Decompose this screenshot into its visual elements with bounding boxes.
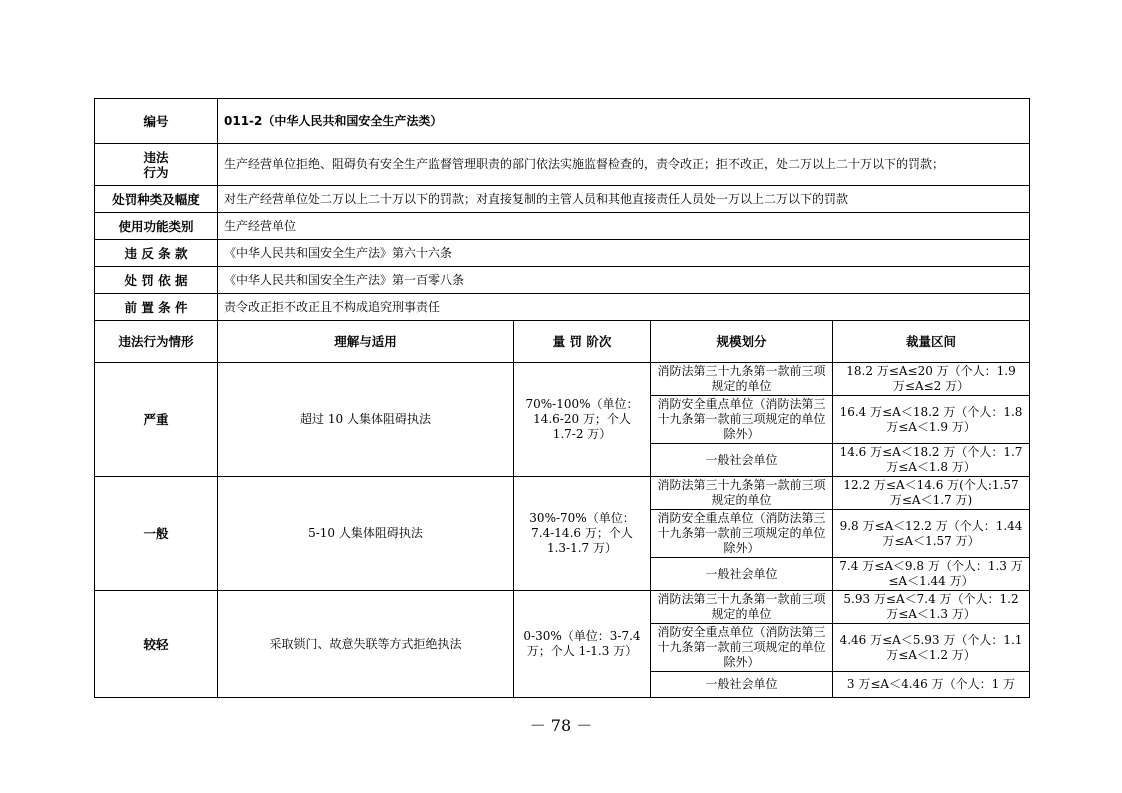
header-situation: 违法行为情形 xyxy=(95,321,218,363)
penalty-row xyxy=(95,186,1030,213)
header-understanding: 理解与适用 xyxy=(218,321,514,363)
violation-label-line1: 违法 xyxy=(143,149,169,165)
level-ratio: 0-30%（单位：3-7.4 万；个人 1-1.3 万） xyxy=(514,591,651,698)
level-understanding: 采取锁门、故意失联等方式拒绝执法 xyxy=(218,591,514,698)
penalty-label: 处罚种类及幅度 xyxy=(95,186,218,213)
header-ratio: 量 罚 阶次 xyxy=(514,321,651,363)
basis-label: 处 罚 依 据 xyxy=(95,267,218,294)
scope-row xyxy=(95,213,1030,240)
range-cell: 12.2 万≤A＜14.6 万(个人:1.57 万≤A＜1.7 万) xyxy=(833,477,1030,510)
code-label: 编号 xyxy=(95,99,218,144)
scale-cell: 一般社会单位 xyxy=(651,444,833,477)
scale-cell: 消防法第三十九条第一款前三项规定的单位 xyxy=(651,591,833,624)
range-cell: 7.4 万≤A＜9.8 万（个人：1.3 万≤A＜1.44 万） xyxy=(833,558,1030,591)
range-cell: 5.93 万≤A＜7.4 万（个人：1.2 万≤A＜1.3 万） xyxy=(833,591,1030,624)
scope-label: 使用功能类别 xyxy=(95,213,218,240)
level-ratio: 70%-100%（单位：14.6-20 万；个人 1.7-2 万） xyxy=(514,363,651,477)
scale-cell: 消防安全重点单位（消防法第三十九条第一款前三项规定的单位除外） xyxy=(651,624,833,672)
clause-row xyxy=(95,240,1030,267)
level-understanding: 超过 10 人集体阻碍执法 xyxy=(218,363,514,477)
scale-cell: 消防安全重点单位（消防法第三十九条第一款前三项规定的单位除外） xyxy=(651,396,833,444)
level-understanding: 5-10 人集体阻碍执法 xyxy=(218,477,514,591)
level-row xyxy=(95,591,1030,624)
scope-text: 生产经营单位 xyxy=(218,213,1030,240)
range-cell: 14.6 万≤A＜18.2 万（个人：1.7 万≤A＜1.8 万） xyxy=(833,444,1030,477)
level-row xyxy=(95,477,1030,510)
code-value: 011-2（中华人民共和国安全生产法类） xyxy=(218,99,1030,144)
violation-label xyxy=(95,144,218,186)
scale-cell: 消防法第三十九条第一款前三项规定的单位 xyxy=(651,363,833,396)
violation-text: 生产经营单位拒绝、阻碍负有安全生产监督管理职责的部门依法实施监督检查的，责令改正；拒不改正，处二万以上二十万以下的罚款； xyxy=(218,144,1030,186)
range-cell: 3 万≤A＜4.46 万（个人：1 万 xyxy=(833,672,1030,698)
level-row xyxy=(95,363,1030,396)
range-cell: 18.2 万≤A≤20 万（个人：1.9 万≤A≤2 万） xyxy=(833,363,1030,396)
scale-cell: 消防安全重点单位（消防法第三十九条第一款前三项规定的单位除外） xyxy=(651,510,833,558)
clause-text: 《中华人民共和国安全生产法》第六十六条 xyxy=(218,240,1030,267)
violation-label-line2: 行为 xyxy=(143,164,169,180)
violation-row xyxy=(95,144,1030,186)
level-name: 严重 xyxy=(95,363,218,477)
level-name: 较轻 xyxy=(95,591,218,698)
precondition-row xyxy=(95,294,1030,321)
precondition-label: 前 置 条 件 xyxy=(95,294,218,321)
scale-cell: 消防法第三十九条第一款前三项规定的单位 xyxy=(651,477,833,510)
penalty-text: 对生产经营单位处二万以上二十万以下的罚款；对直接复制的主管人员和其他直接责任人员处一万以上二万以下的罚款 xyxy=(218,186,1030,213)
level-ratio: 30%-70%（单位：7.4-14.6 万；个人 1.3-1.7 万） xyxy=(514,477,651,591)
range-cell: 9.8 万≤A＜12.2 万（个人：1.44 万≤A＜1.57 万） xyxy=(833,510,1030,558)
basis-text: 《中华人民共和国安全生产法》第一百零八条 xyxy=(218,267,1030,294)
penalty-table xyxy=(94,98,1030,698)
precondition-text: 责令改正拒不改正且不构成追究刑事责任 xyxy=(218,294,1030,321)
basis-row xyxy=(95,267,1030,294)
range-cell: 4.46 万≤A＜5.93 万（个人：1.1 万≤A＜1.2 万） xyxy=(833,624,1030,672)
level-name: 一般 xyxy=(95,477,218,591)
scale-cell: 一般社会单位 xyxy=(651,672,833,698)
grid-header-row xyxy=(95,321,1030,363)
page-number: － 78 － xyxy=(529,716,593,735)
scale-cell: 一般社会单位 xyxy=(651,558,833,591)
header-scale: 规模划分 xyxy=(651,321,833,363)
range-cell: 16.4 万≤A＜18.2 万（个人：1.8 万≤A＜1.9 万） xyxy=(833,396,1030,444)
clause-label: 违 反 条 款 xyxy=(95,240,218,267)
header-range: 裁量区间 xyxy=(833,321,1030,363)
code-row xyxy=(95,99,1030,144)
